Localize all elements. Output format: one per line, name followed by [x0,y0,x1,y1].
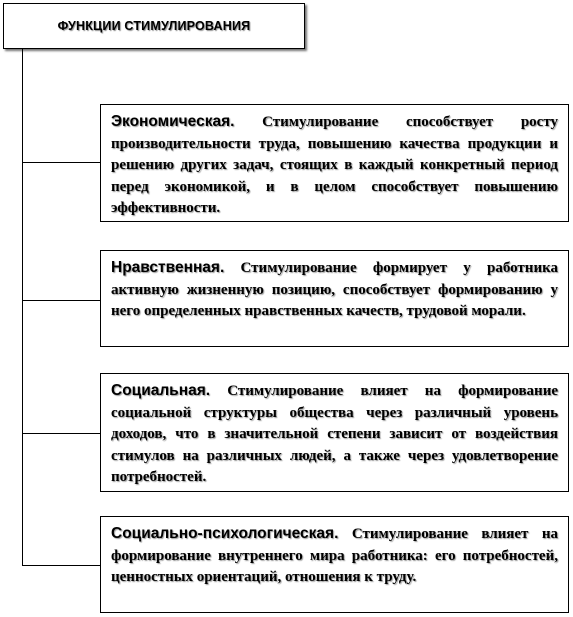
function-text-sociopsych: Стимулирование влияет на формирование внутреннего мира работника: его потребностей, ценностных ориентаций, отношения к труду. [111,526,558,585]
connector-social [22,433,100,434]
diagram-title: ФУНКЦИИ СТИМУЛИРОВАНИЯ [3,3,305,49]
function-text-moral: Стимулирование формирует у работника активную жизненную позицию, способствует формированию у него определенных нравственных качеств, трудовой морали. [111,260,558,319]
function-box-social [100,373,569,492]
function-text-social: Стимулирование влияет на формирование социальной структуры общества через различный уровень доходов, что в значительной степени зависит от воздействия стимулов на различных людей, а также через удовлетворение потребностей. [111,383,558,485]
connector-moral [22,300,100,301]
function-name-sociopsych: Социально-психологическая. [111,525,339,542]
connector-sociopsych [22,565,100,566]
function-box-economic [100,104,569,222]
connector-spine [22,49,23,565]
function-name-moral: Нравственная. [111,259,225,276]
function-box-moral [100,250,569,347]
connector-economic [22,162,100,163]
function-name-social: Социальная. [111,382,211,399]
function-box-sociopsych [100,516,569,613]
function-text-economic: Стимулирование способствует росту производительности труда, повышению качества продукции и решению других задач, стоящих в каждый конкретный период перед экономикой, и в целом способствует повышению эффективности. [111,114,558,216]
function-name-economic: Экономическая. [111,113,235,130]
